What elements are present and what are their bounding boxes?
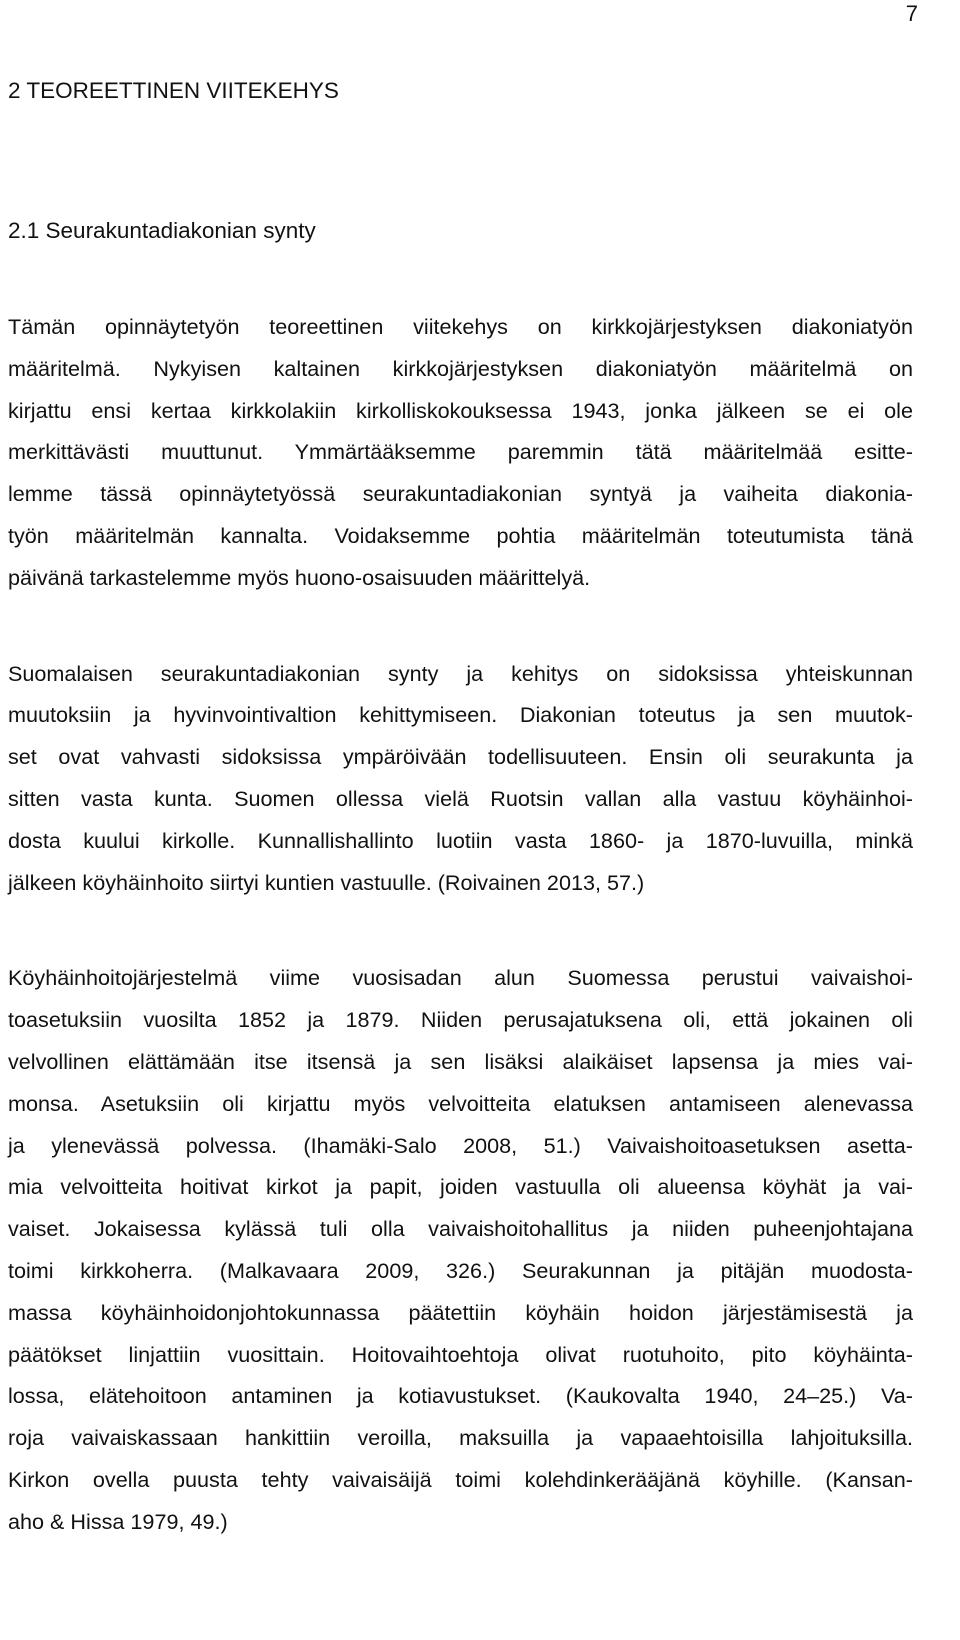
chapter-title: 2 TEOREETTINEN VIITEKEHYS — [8, 78, 339, 103]
text-line: aho & Hissa 1979, 49.) — [8, 1508, 228, 1534]
text-line: monsa. Asetuksiin oli kirjattu myös velvoitteita elatuksen antamiseen alenevassa — [8, 1090, 913, 1116]
text-line: toasetuksiin vuosilta 1852 ja 1879. Niiden perusajatuksena oli, että jokainen oli — [8, 1007, 913, 1033]
text-line: kirjattu ensi kertaa kirkkolakiin kirkolliskokouksessa 1943, jonka jälkeen se ei ole — [8, 397, 913, 423]
text-line: toimi kirkkoherra. (Malkavaara 2009, 326.) Seurakunnan ja pitäjän muodosta- — [8, 1257, 913, 1283]
text-line: määritelmä. Nykyisen kaltainen kirkkojärjestyksen diakoniatyön määritelmä on — [8, 355, 913, 381]
text-line: työn määritelmän kannalta. Voidaksemme pohtia määritelmän toteutumista tänä — [8, 522, 913, 548]
text-line: jälkeen köyhäinhoito siirtyi kuntien vastuulle. (Roivainen 2013, 57.) — [8, 869, 645, 895]
text-line: lossa, elätehoitoon antaminen ja kotiavustukset. (Kaukovalta 1940, 24–25.) Va- — [8, 1383, 913, 1409]
text-line: muutoksiin ja hyvinvointivaltion kehittymiseen. Diakonian toteutus ja sen muutok- — [8, 702, 913, 728]
text-line: roja vaivaiskassaan hankittiin veroilla, maksuilla ja vapaaehtoisilla lahjoituksilla. — [8, 1425, 913, 1451]
page-number: 7 — [905, 1, 918, 26]
text-line: Tämän opinnäytetyön teoreettinen viitekehys on kirkkojärjestyksen diakoniatyön — [8, 314, 913, 339]
section-title: 2.1 Seurakuntadiakonian synty — [8, 218, 316, 243]
text-line: ja ylenevässä polvessa. (Ihamäki-Salo 2008, 51.) Vaivaishoitoasetuksen asetta- — [8, 1132, 913, 1158]
paragraph-3 — [8, 957, 913, 1542]
text-line: velvollinen elättämään itse itsensä ja sen lisäksi alaikäiset lapsensa ja mies vai- — [8, 1048, 913, 1074]
text-line: päivänä tarkastelemme myös huono-osaisuuden määrittelyä. — [8, 564, 591, 590]
text-line: päätökset linjattiin vuosittain. Hoitovaihtoehtoja olivat ruotuhoito, pito köyhäinta- — [8, 1341, 913, 1367]
text-line: Köyhäinhoitojärjestelmä viime vuosisadan alun Suomessa perustui vaivaishoi- — [8, 965, 913, 991]
text-line: mia velvoitteita hoitivat kirkot ja papit, joiden vastuulla oli alueensa köyhät ja vai- — [8, 1174, 913, 1200]
text-line: sitten vasta kunta. Suomen ollessa vielä Ruotsin vallan alla vastuu köyhäinhoi- — [8, 785, 913, 811]
text-line: dosta kuului kirkolle. Kunnallishallinto luotiin vasta 1860- ja 1870-luvuilla, minkä — [8, 827, 913, 853]
text-line: massa köyhäinhoidonjohtokunnassa päätettiin köyhäin hoidon järjestämisestä ja — [8, 1299, 913, 1325]
body-text — [8, 306, 913, 1597]
text-line: Suomalaisen seurakuntadiakonian synty ja kehitys on sidoksissa yhteiskunnan — [8, 660, 913, 686]
text-line: lemme tässä opinnäytetyössä seurakuntadiakonian syntyä ja vaiheita diakonia- — [8, 481, 913, 507]
text-line: Kirkon ovella puusta tehty vaivaisäijä toimi kolehdinkerääjänä köyhille. (Kansan- — [8, 1466, 913, 1492]
text-line: set ovat vahvasti sidoksissa ympäröivään todellisuuteen. Ensin oli seurakunta ja — [8, 744, 913, 770]
text-line: merkittävästi muuttunut. Ymmärtääksemme paremmin tätä määritelmää esitte- — [8, 439, 913, 465]
text-line: vaiset. Jokaisessa kylässä tuli olla vaivaishoitohallitus ja niiden puheenjohtajana — [8, 1216, 913, 1242]
paragraph-1 — [8, 306, 913, 599]
paragraph-2 — [8, 653, 913, 904]
